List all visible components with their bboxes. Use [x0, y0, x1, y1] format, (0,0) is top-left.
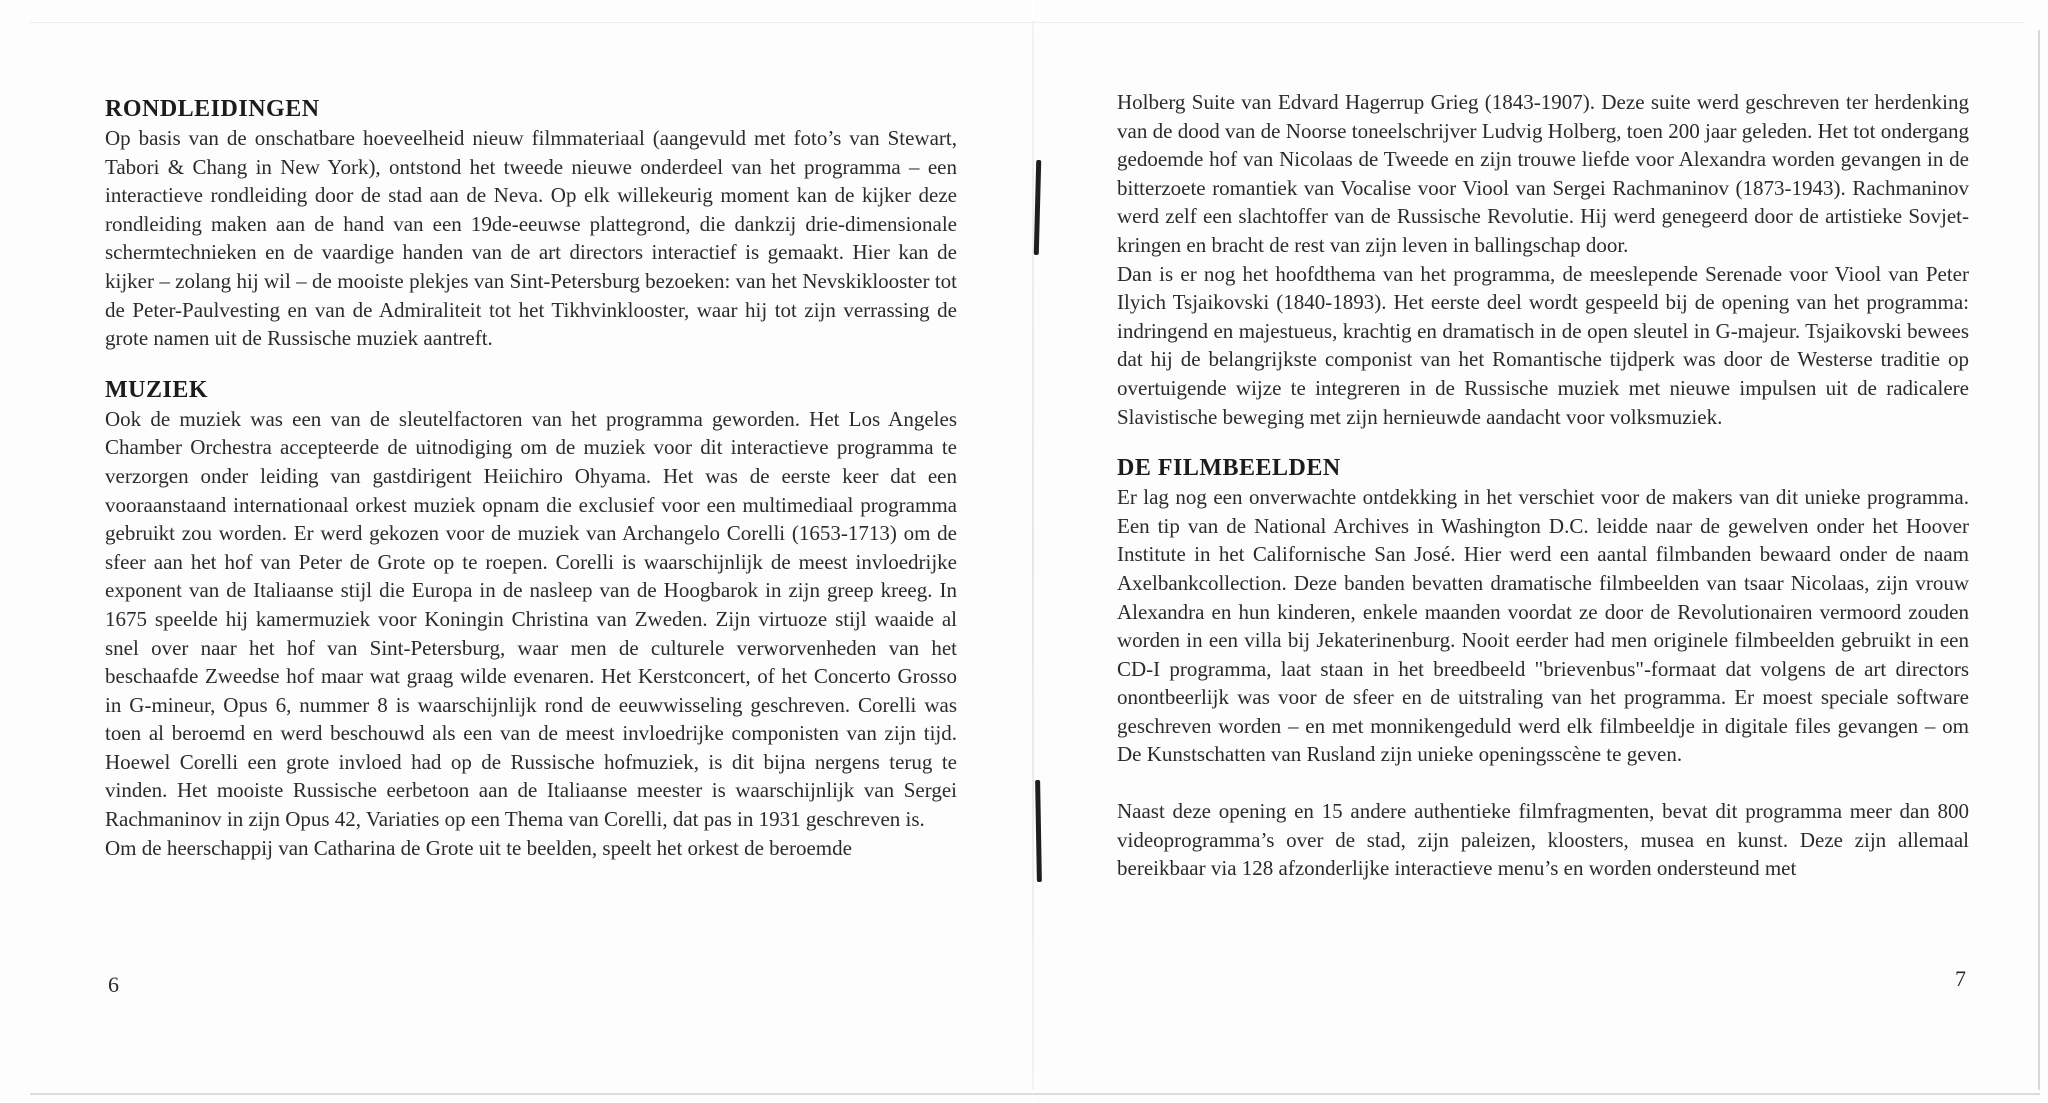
page-number-left: 6	[108, 972, 119, 997]
paragraph-holberg-suite: Holberg Suite van Edvard Hagerrup Grieg (1843-1907). Deze suite werd geschreven ter herdenking van de dood van de Noorse toneelschrijver Ludvig Holberg, toen 200 jaar geleden. Het tot ondergang gedoemde hof van Nicolaas de Tweede en zijn trouwe liefde voor Alexandra worden gevangen in de bitterzoete romantiek van Vocalise voor Viool van Sergei Rachmaninov (1873-1943). Rachmaninov werd zelf een slachtoffer van de Russische Revolutie. Hij werd genegeerd door de artistieke Sovjet-kringen en bracht de rest van zijn leven in ballingschap door.	[1117, 90, 1969, 257]
page-number-right: 7	[1955, 966, 1966, 991]
left-text-column	[105, 94, 957, 862]
heading-rondleidingen: RONDLEIDINGEN	[105, 96, 320, 122]
paragraph-opening: Naast deze opening en 15 andere authentieke filmfragmenten, bevat dit programma meer dan 800 videoprogramma’s over de stad, zijn paleizen, kloosters, musea en kunst. Deze zijn allemaal bereikbaar via 128 afzonderlijke interactieve menu’s en worden ondersteund met	[1117, 799, 1969, 881]
paragraph-muziek: Ook de muziek was een van de sleutelfactoren van het programma geworden. Het Los Angeles Chamber Orchestra accepteerde de uitnodiging om de muziek voor dit interactieve programma te verzorgen onder leiding van gastdirigent Heiichiro Ohyama. Het was de eerste keer dat een vooraanstaand internationaal orkest muziek opnam die exclusief voor een multimediaal programma gebruikt zou worden. Er werd gekozen voor de muziek van Archangelo Corelli (1653-1713) om de sfeer aan het hof van Peter de Grote op te roepen. Corelli is waarschijnlijk de meest invloedrijke exponent van de Italiaanse stijl die Europa in de nasleep van de Hoogbarok in zijn greep kreeg. In 1675 speelde hij kamermuziek voor Koningin Christina van Zweden. Zijn virtuoze stijl waaide al snel over naar het hof van Sint-Petersburg, waar men de culturele verworvenheden van het beschaafde Zweedse hof maar wat graag wilde evenaren. Het Kerstconcert, of het Concerto Grosso in G-mineur, Opus 6, nummer 8 is waarschijnlijk rond de eeuwwisseling geschreven. Corelli was toen al beroemd en werd beschouwd als een van de meest invloedrijke componisten van zijn tijd. Hoewel Corelli een grote invloed had op de Russische hofmuziek, is dit bijna nergens terug te vinden. Het mooiste Russische eerbetoon aan de Italiaanse meester is waarschijnlijk van Sergei Rachmaninov in zijn Opus 42, Variaties op een Thema van Corelli, dat pas in 1931 geschreven is.	[105, 406, 957, 832]
page-gutter	[1032, 20, 1034, 1090]
paragraph-hoofdthema: Dan is er nog het hoofdthema van het programma, de meeslepende Serenade voor Viool van Peter Ilyich Tsjaikovski (1840-1893). Het eerste deel wordt gespeeld bij de opening van het programma: indringend en majestueus, krachtig en dramatisch in de open sleutel in G-majeur. Tsjaikovski bewees dat hij de belangrijkste componist van het Romantische tijdperk was door de Westerse traditie op overtuigende wijze te integreren in de Russische muziek met nieuwe impulsen uit de radicalere Slavistische beweging met zijn hernieuwde aandacht voor volksmuziek.	[1117, 261, 1969, 429]
paragraph-filmbeelden: Er lag nog een onverwachte ontdekking in het verschiet voor de makers van dit unieke programma. Een tip van de National Archives in Washington D.C. leidde naar de gewelven onder het Hoover Institute in het Californische San José. Hier werd een aantal filmbanden bewaard onder de naam Axelbankcollection. Deze banden bevatten dramatische filmbeelden van tsaar Nicolaas, zijn vrouw Alexandra en hun kinderen, enkele maanden voordat ze door de Revolutionairen vermoord zouden worden in een villa bij Jekaterinenburg. Nooit eerder had men originele filmbeelden gebruikt in een CD-I programma, laat staan in het breedbeeld "brievenbus"-formaat dat volgens de art directors onontbeerlijk was voor de sfeer en de uitstraling van het programma. Er moest speciale software geschreven worden – en met monnikengeduld werd elk filmbeeldje in digitale files gevangen – om De Kunstschatten van Rusland zijn unieke openingsscène te geven.	[1117, 485, 1969, 767]
heading-muziek: MUZIEK	[105, 376, 209, 403]
scan-edge-right	[2038, 30, 2040, 1090]
scan-edge-top	[30, 22, 2025, 23]
paragraph-rondleidingen: Op basis van de onschatbare hoeveelheid nieuw filmmateriaal (aangevuld met foto’s van Stewart, Tabori & Chang in New York), ontstond het tweede nieuwe onderdeel van het programma – een interactieve rondleiding door de stad aan de Neva. Op elk willekeurig moment kan de kijker deze rondleiding maken aan de hand van een 19de-eeuwse plattegrond, die dankzij drie-dimensionale schermtechnieken en de vaardige handen van de art directors interactief is gemaakt. Hier kan de kijker – zolang hij wil – de mooiste plekjes van Sint-Petersburg bezoeken: van het Nevskiklooster tot de Peter-Paulvesting en van de Admiraliteit tot het Tikhvinklooster, waar hij tot zijn verrassing de grote namen uit de Russische muziek aantreft.	[105, 126, 957, 351]
scan-edge-bottom	[30, 1093, 2040, 1095]
paragraph-muziek-continued: Om de heerschappij van Catharina de Grote uit te beelden, speelt het orkest de beroemde	[105, 835, 852, 860]
heading-de-filmbeelden: DE FILMBEELDEN	[1117, 455, 1341, 482]
right-text-column	[1117, 88, 1969, 883]
